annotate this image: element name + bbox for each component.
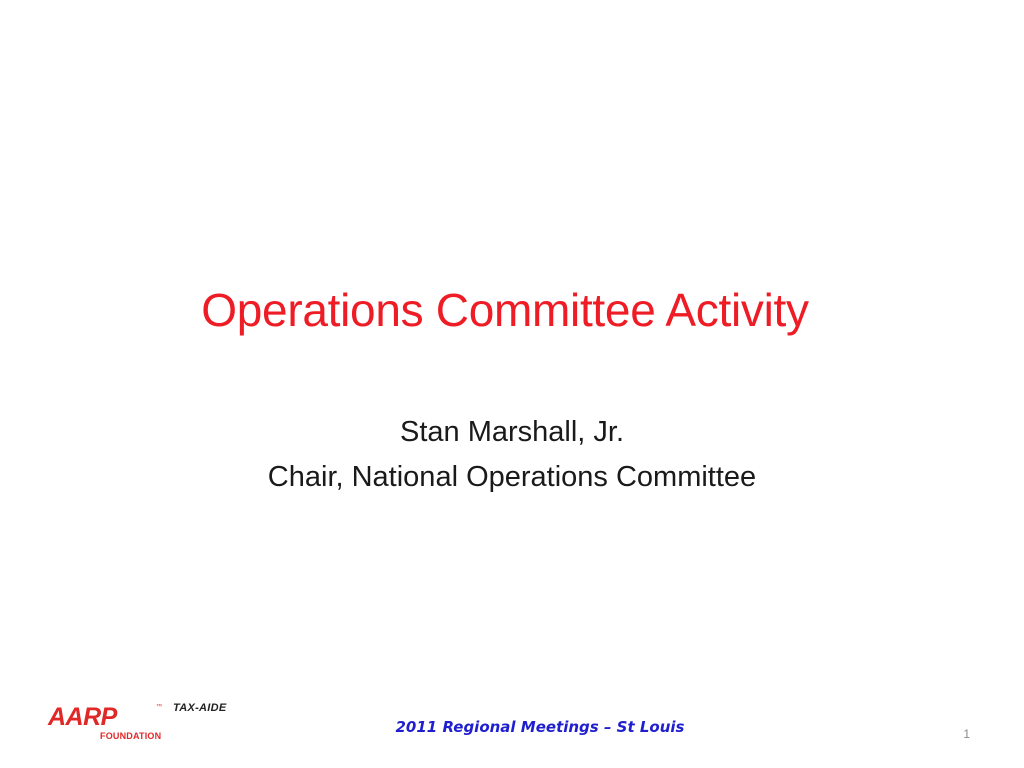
logo-tax-aide: TAX-AIDE — [173, 702, 227, 714]
slide-footer: 2011 Regional Meetings – St Louis — [395, 718, 685, 736]
slide-subtitle — [0, 410, 1024, 500]
logo-foundation: FOUNDATION — [100, 731, 162, 741]
presenter-name: Stan Marshall, Jr. — [399, 416, 625, 448]
logo-trademark: ™ — [156, 704, 162, 710]
slide-title: Operations Committee Activity — [201, 284, 809, 336]
presenter-role: Chair, National Operations Committee — [267, 461, 757, 493]
logo-aarp-wordmark: AARP — [48, 703, 117, 731]
slide-number: 1 — [963, 727, 970, 741]
aarp-foundation-logo — [48, 700, 253, 746]
